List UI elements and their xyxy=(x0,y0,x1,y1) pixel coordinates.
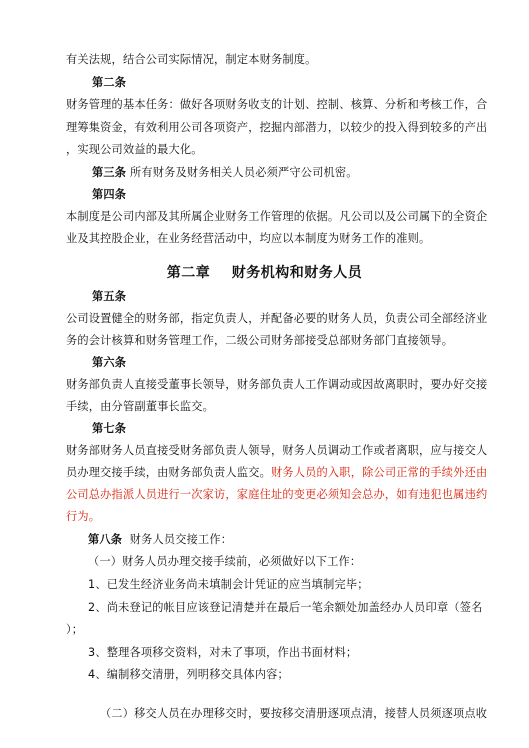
article-4-title: 第四条 xyxy=(92,188,127,201)
article-8-text: 财务人员交接工作： xyxy=(129,533,233,546)
paragraph-line: 有关法规，结合公司实际情况，制定本财务制度。 xyxy=(66,53,317,66)
highlighted-text: 财务人员的入职，除公司正常的手续外还由 xyxy=(270,466,488,479)
paragraph-line: 财务管理的基本任务：做好各项财务收支的计划、控制、核算、分析和考核工作，合 xyxy=(66,98,488,111)
paragraph-line: 公司设置健全的财务部，指定负责人，并配备必要的财务人员，负责公司全部经济业 xyxy=(66,312,488,325)
paragraph-line: ，实现公司效益的最大化。 xyxy=(66,143,203,156)
article-7-title: 第七条 xyxy=(92,422,127,435)
article-3-text: 所有财务及财务相关人员必须严守公司机密。 xyxy=(129,166,358,179)
list-item: （二）移交人员在办理移交时，要按移交清册逐项点清，接替人员须逐项点收 xyxy=(100,707,488,720)
list-item: 4、编制移交清册，列明移交具体内容； xyxy=(88,668,289,681)
list-item-continuation: ）； xyxy=(66,623,84,636)
article-3-line xyxy=(92,166,499,180)
paragraph-line: 手续，由分管副董事长监交。 xyxy=(66,400,215,413)
list-item: 1、已发生经济业务尚未填制会计凭证的应当填制完毕； xyxy=(88,578,369,591)
paragraph-line: 本制度是公司内部及其所属企业财务工作管理的依据。凡公司以及公司属下的全资企 xyxy=(66,210,488,223)
paragraph-line: 务的会计核算和财务管理工作，二级公司财务部接受总部财务部门直接领导。 xyxy=(66,334,454,347)
article-5-title: 第五条 xyxy=(92,290,127,303)
list-item: 2、尚未登记的帐目应该登记清楚并在最后一笔余额处加盖经办人员印章（签名 xyxy=(88,601,483,614)
list-item: （一）财务人员办理交接手续前，必须做好以下工作： xyxy=(88,555,362,568)
paragraph-line: 业及其控股企业，在业务经营活动中，均应以本制度为财务工作的准则。 xyxy=(66,232,431,245)
article-6-title: 第六条 xyxy=(92,356,127,369)
article-3-label: 第三条 xyxy=(92,166,127,179)
paragraph-line: 财务部财务人员直接受财务部负责人领导，财务人员调动工作或者离职，应与接交人 xyxy=(66,444,488,457)
paragraph-line: 财务部负责人直接受董事长领导，财务部负责人工作调动或因故离职时，要办好交接 xyxy=(66,378,488,391)
paragraph-line: 理筹集资金，有效利用公司各项资产，挖掘内部潜力，以较少的投入得到较多的产出 xyxy=(66,121,488,134)
paragraph-line xyxy=(66,466,499,480)
article-2-title: 第二条 xyxy=(92,76,127,89)
article-8-line xyxy=(88,533,499,547)
highlighted-line: 公司总办指派人员进行一次家访，家庭住址的变更必须知会总办，如有违犯也属违约 xyxy=(66,488,488,501)
highlighted-line: 行为。 xyxy=(66,510,101,523)
list-item: 3、整理各项移交资料，对未了事项，作出书面材料； xyxy=(88,646,358,659)
paragraph-text: 员办理交接手续，由财务部负责人监交。 xyxy=(66,466,271,479)
article-8-label: 第八条 xyxy=(88,533,123,546)
chapter-title: 第二章 财务机构和财务人员 xyxy=(166,265,363,281)
